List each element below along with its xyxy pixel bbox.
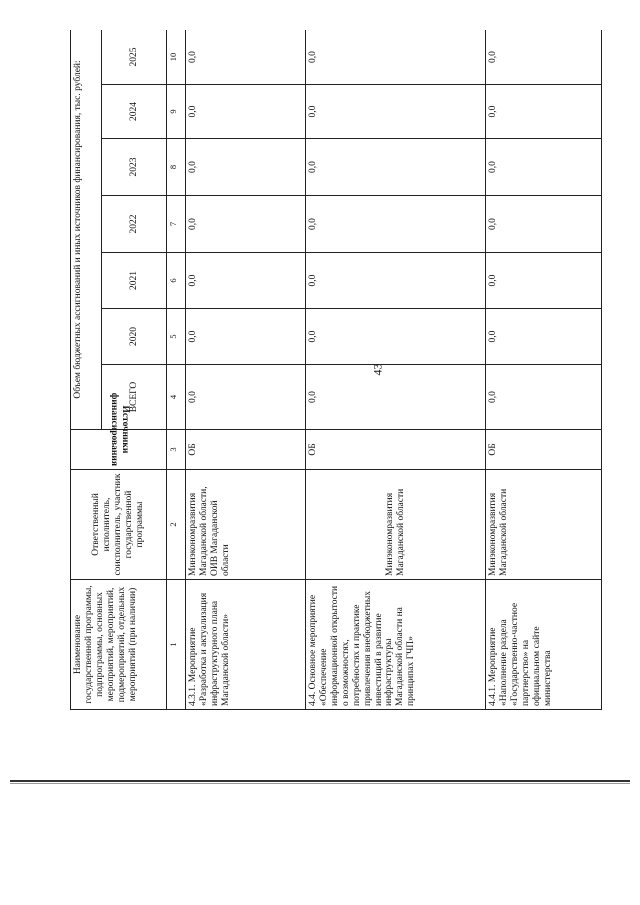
row-value-2024: 0,0 <box>186 85 306 139</box>
header-name: Наименование государственной программы, подпрограммы, основных мероприятий, мероприятий, подмероприятий, отдельных мероприятий (при наличии) <box>71 580 167 710</box>
row-value-2021: 0,0 <box>486 253 602 309</box>
header-year-2023: 2023 <box>102 139 167 196</box>
row-value-2022: 0,0 <box>486 196 602 253</box>
row-source: ОБ <box>306 430 486 470</box>
col-number: 1 <box>167 580 186 710</box>
row-value-2020: 0,0 <box>186 309 306 365</box>
row-value-2021: 0,0 <box>186 253 306 309</box>
row-value-2025: 0,0 <box>186 30 306 85</box>
header-year-2020: 2020 <box>102 309 167 365</box>
row-value-2024: 0,0 <box>486 85 602 139</box>
row-responsible: Минэкономразвития Магаданской области, ОИВ Магаданской области <box>186 470 306 580</box>
budget-table-container <box>70 30 602 710</box>
header-volume: Объем бюджетных ассигнований и иных источников финансирования, тыс. рублей: <box>71 30 102 430</box>
row-value-2022: 0,0 <box>306 196 486 253</box>
col-number: 7 <box>167 196 186 253</box>
table-row <box>486 30 602 710</box>
header-year-2024: 2024 <box>102 85 167 139</box>
header-row-1 <box>71 30 102 710</box>
row-value-2022: 0,0 <box>186 196 306 253</box>
header-total: ВСЕГО <box>102 365 167 430</box>
table-row <box>186 30 306 710</box>
row-value-2023: 0,0 <box>486 139 602 196</box>
table-row <box>306 30 486 710</box>
row-value-2025: 0,0 <box>486 30 602 85</box>
col-number: 4 <box>167 365 186 430</box>
header-year-2025: 2025 <box>102 30 167 85</box>
row-value-2023: 0,0 <box>306 139 486 196</box>
header-year-2022: 2022 <box>102 196 167 253</box>
row-name: 4.4.1. Мероприятие «Наполнение раздела «Государственно-частное партнерство» на официальном сайте министерства <box>486 580 602 710</box>
row-source: ОБ <box>486 430 602 470</box>
row-responsible: Минэкономразвития Магаданской области <box>486 470 602 580</box>
col-number: 9 <box>167 85 186 139</box>
row-name: 4.3.1. Мероприятие «Разработка и актуализация инфраструктурного плана Магаданской области» <box>186 580 306 710</box>
row-value-2020: 0,0 <box>486 309 602 365</box>
row-value-2020: 0,0 <box>306 309 486 365</box>
row-value-total: 0,0 <box>486 365 602 430</box>
col-number: 3 <box>167 430 186 470</box>
row-value-2023: 0,0 <box>186 139 306 196</box>
row-value-2021: 0,0 <box>306 253 486 309</box>
row-source: ОБ <box>186 430 306 470</box>
row-value-total: 0,0 <box>186 365 306 430</box>
row-value-2025: 0,0 <box>306 30 486 85</box>
header-source-text: Источники финансирования <box>108 392 130 466</box>
row-name: 4.4. Основное мероприятие «Обеспечение информационной открытости о возможностях, потребностях и практике привлечения внебюджетных инвестиций в развитие инфраструктуры Магаданской области на принципах ГЧП» <box>306 580 486 710</box>
row-value-total: 0,0 <box>306 365 486 430</box>
col-number: 6 <box>167 253 186 309</box>
col-number: 10 <box>167 30 186 85</box>
col-number: 5 <box>167 309 186 365</box>
page-number: 43 <box>370 363 385 376</box>
col-number: 8 <box>167 139 186 196</box>
page-bottom-rule-thin <box>10 783 630 784</box>
column-number-row <box>167 30 186 710</box>
budget-table <box>70 30 602 710</box>
header-year-2021: 2021 <box>102 253 167 309</box>
row-value-2024: 0,0 <box>306 85 486 139</box>
page-bottom-rule <box>10 780 630 782</box>
col-number: 2 <box>167 470 186 580</box>
header-responsible: Ответственный исполнитель, соисполнитель, участник государственной программы <box>71 470 167 580</box>
row-responsible: Минэкономразвития Магаданской области <box>306 470 486 580</box>
